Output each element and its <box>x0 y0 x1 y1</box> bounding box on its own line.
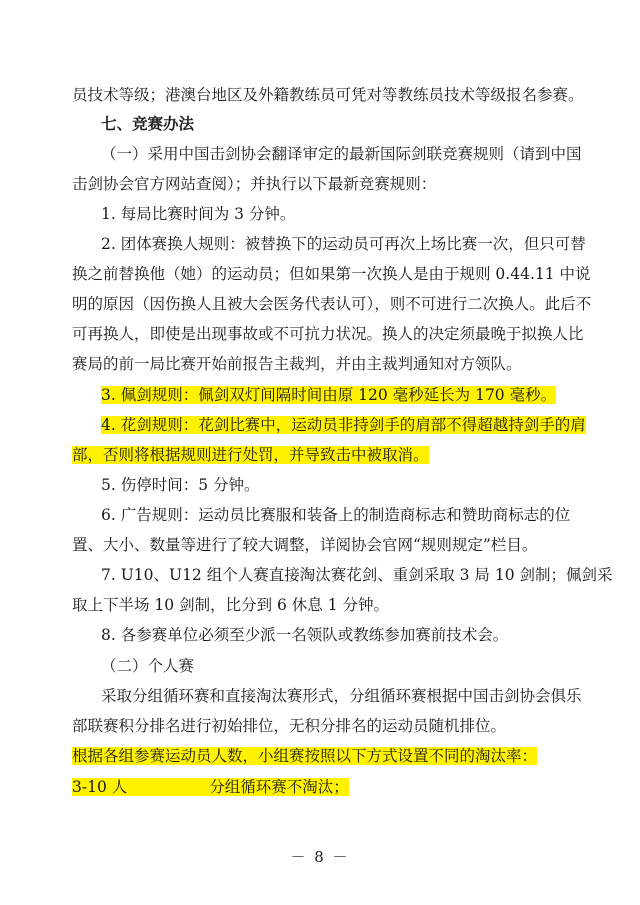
text-line: 可再换人，即使是出现事故或不可抗力状况。换人的决定须最晚于拟换人比 <box>72 325 584 343</box>
text-line: 2. 团体赛换人规则：被替换下的运动员可再次上场比赛一次，但只可替 <box>101 235 586 253</box>
participant-count: 3-10 人 <box>72 778 128 796</box>
text-line-highlighted <box>0 745 640 767</box>
subsection-heading: （二）个人赛 <box>101 657 195 675</box>
text-line: 部联赛积分排名进行初始排位，无积分排名的运动员随机排位。 <box>72 717 507 735</box>
text-line: 取上下半场 10 剑制，比分到 6 休息 1 分钟。 <box>72 596 390 614</box>
highlight: 部，否则将根据规则进行处罚，并导致击中被取消。 <box>72 446 429 464</box>
highlight <box>72 778 349 796</box>
highlight: 根据各组参赛运动员人数，小组赛按照以下方式设置不同的淘汰率： <box>72 747 538 765</box>
highlight: 3. 佩剑规则：佩剑双灯间隔时间由原 120 毫秒延长为 170 毫秒。 <box>101 386 557 404</box>
text-line: 5. 伤停时间：5 分钟。 <box>101 476 260 494</box>
elimination-rule: 分组循环赛不淘汰； <box>209 778 349 796</box>
text-line: （一）采用中国击剑协会翻译审定的最新国际剑联竞赛规则（请到中国 <box>101 145 582 163</box>
text-line-highlighted <box>0 384 640 406</box>
text-line-highlighted <box>0 414 640 436</box>
text-line: 置、大小、数量等进行了较大调整，详阅协会官网“规则规定”栏目。 <box>72 536 538 554</box>
text-line: 8. 各参赛单位必须至少派一名领队或教练参加赛前技术会。 <box>101 626 509 644</box>
text-line-highlighted <box>0 444 640 466</box>
text-line: 采取分组循环赛和直接淘汰赛形式，分组循环赛根据中国击剑协会俱乐 <box>101 687 582 705</box>
section-heading: 七、竞赛办法 <box>101 114 195 133</box>
text-line: 1. 每局比赛时间为 3 分钟。 <box>101 205 296 223</box>
highlight: 4. 花剑规则：花剑比赛中，运动员非持剑手的肩部不得超越持剑手的肩 <box>101 416 586 434</box>
text-line: 7. U10、U12 组个人赛直接淘汰赛花剑、重剑采取 3 局 10 剑制；佩剑采 <box>101 566 613 584</box>
elimination-row <box>0 776 640 798</box>
page-number: － 8 － <box>290 848 350 866</box>
text-line: 赛局的前一局比赛开始前报告主裁判，并由主裁判通知对方领队。 <box>72 355 522 373</box>
text-line: 员技术等级；港澳台地区及外籍教练员可凭对等教练员技术等级报名参赛。 <box>72 86 584 104</box>
text-line: 换之前替换他（她）的运动员；但如果第一次换人是由于规则 0.44.11 中说 <box>72 265 591 283</box>
text-line: 击剑协会官方网站查阅）；并执行以下最新竞赛规则： <box>72 175 437 193</box>
text-line: 明的原因（因伤换人且被大会医务代表认可），则不可进行二次换人。此后不 <box>72 295 592 313</box>
text-line: 6. 广告规则：运动员比赛服和装备上的制造商标志和赞助商标志的位 <box>101 506 571 524</box>
